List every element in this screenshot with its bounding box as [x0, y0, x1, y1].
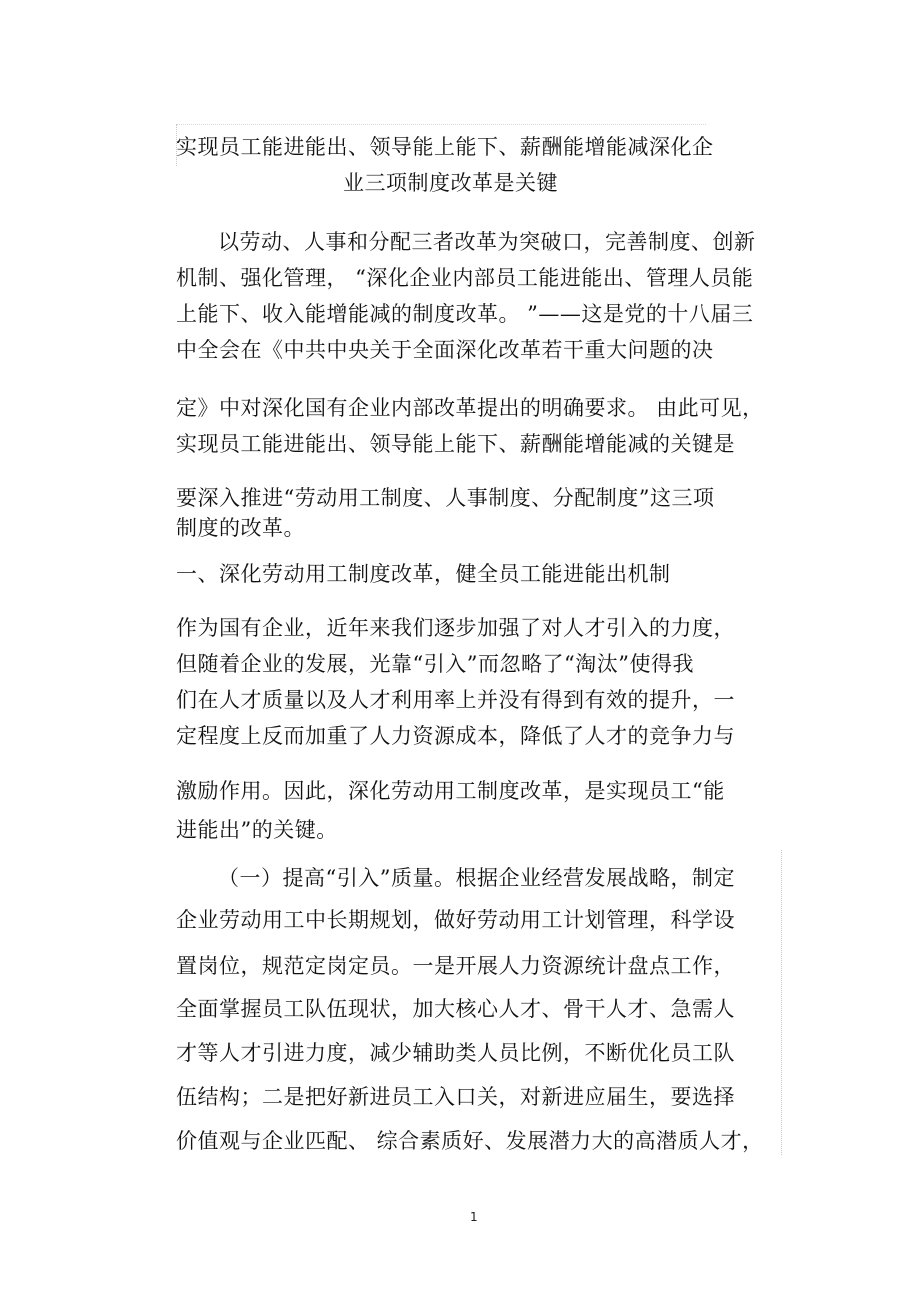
intro-line-8: 制度的改革。: [176, 516, 305, 540]
section1-line-5: 激励作用。因此，深化劳动用工制度改革，是实现员工“能: [176, 779, 725, 803]
subsection-line-3: 置岗位，规范定岗定员。一是开展人力资源统计盘点工作，: [176, 954, 735, 978]
document-title-line-2: 业三项制度改革是关键: [343, 171, 558, 195]
subsection-line-2: 企业劳动用工中长期规划，做好劳动用工计划管理，科学设: [176, 908, 735, 932]
subsection-line-7: 价值观与企业匹配、 综合素质好、发展潜力大的高潜质人才，: [176, 1129, 764, 1153]
section1-line-4: 定程度上反而加重了人力资源成本，降低了人才的竞争力与: [176, 724, 735, 748]
title-frame-border: [176, 124, 706, 125]
intro-line-6: 实现员工能进能出、领导能上能下、薪酬能增能减的关键是: [176, 432, 735, 456]
page-number: 1: [470, 1210, 478, 1224]
intro-line-3: 上能下、收入能增能减的制度改革。 ”——这是党的十八届三: [176, 302, 754, 326]
subsection-line-1: （一）提高“引入”质量。根据企业经营发展战略，制定: [218, 866, 735, 890]
intro-line-5: 定》中对深化国有企业内部改革提出的明确要求。 由此可见，: [176, 396, 764, 420]
section1-line-1: 作为国有企业，近年来我们逐步加强了对人才引入的力度，: [176, 616, 735, 640]
subsection-line-6: 伍结构；二是把好新进员工入口关，对新进应届生，要选择: [176, 1085, 735, 1109]
intro-line-4: 中全会在《中共中央关于全面深化改革若干重大问题的决: [176, 338, 714, 362]
intro-line-1: 以劳动、人事和分配三者改革为突破口，完善制度、创新: [218, 230, 756, 254]
section1-line-2: 但随着企业的发展，光靠“引入”而忽略了“淘汰”使得我: [176, 652, 694, 676]
intro-line-7: 要深入推进“劳动用工制度、人事制度、分配制度”这三项: [176, 486, 715, 510]
document-title-line-1: 实现员工能进能出、领导能上能下、薪酬能增能减深化企: [176, 135, 714, 159]
subsection-line-5: 才等人才引进力度，减少辅助类人员比例，不断优化员工队: [176, 1041, 735, 1065]
section1-line-3: 们在人才质量以及人才利用率上并没有得到有效的提升，一: [176, 688, 735, 712]
section1-line-6: 进能出”的关键。: [176, 818, 338, 842]
margin-dotted-rule: [781, 850, 782, 1155]
section-heading: 一、深化劳动用工制度改革，健全员工能进能出机制: [176, 562, 671, 586]
subsection-line-4: 全面掌握员工队伍现状，加大核心人才、骨干人才、急需人: [176, 997, 735, 1021]
intro-line-2: 机制、强化管理， “深化企业内部员工能进能出、管理人员能: [176, 266, 754, 290]
